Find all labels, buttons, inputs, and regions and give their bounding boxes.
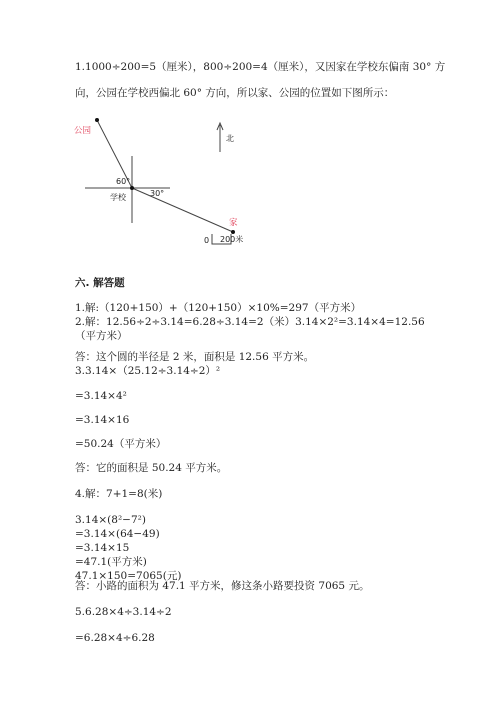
q2-solution: 2.解：12.56÷2÷3.14=6.28÷3.14=2（米）3.14×2²=3.14×4=12.56（平方米） xyxy=(75,316,425,342)
q3-line-3: =3.14×16 xyxy=(75,414,130,426)
q3-line-2: =3.14×4² xyxy=(75,390,127,402)
school-point xyxy=(130,186,134,190)
q4-line-3: =3.14×(64−49) xyxy=(75,528,160,540)
park-point xyxy=(95,118,99,122)
q4-line-6: 47.1×150=7065(元) xyxy=(75,570,182,582)
scale-end-label: 200米 xyxy=(220,235,244,244)
section-heading: 六. 解答题 xyxy=(75,277,125,289)
q1-solution: 1.解:（120+150）+（120+150）×10%=297（平方米） xyxy=(75,302,362,314)
angle-60-label: 60° xyxy=(116,177,131,186)
north-label: 北 xyxy=(226,134,234,143)
q5-line-1: 5.6.28×4÷3.14÷2 xyxy=(75,606,172,618)
home-label: 家 xyxy=(229,218,238,228)
q4-line-2: 3.14×(8²−7²) xyxy=(75,514,146,526)
home-line xyxy=(132,188,233,232)
q3-line-1: 3.3.14×（25.12÷3.14÷2）² xyxy=(75,365,221,377)
q2-answer: 答：这个圆的半径是 2 米，面积是 12.56 平方米。 xyxy=(75,351,315,363)
q3-answer: 答：它的面积是 50.24 平方米。 xyxy=(75,462,228,474)
angle-30-label: 30° xyxy=(150,189,165,198)
intro-line-2: 向，公园在学校西偏北 60° 方向，所以家、公园的位置如下图所示： xyxy=(75,87,395,99)
school-label: 学校 xyxy=(110,193,126,202)
park-label: 公园 xyxy=(74,126,92,136)
home-point xyxy=(231,230,235,234)
q5-line-2: =6.28×4÷6.28 xyxy=(75,632,155,644)
q4-line-4: =3.14×15 xyxy=(75,542,130,554)
q4-line-1: 4.解：7+1=8(米) xyxy=(75,488,163,500)
intro-line-1: 1.1000÷200=5（厘米），800÷200=4（厘米），又因家在学校东偏南 30° 方 xyxy=(75,61,446,73)
scale-zero-label: 0 xyxy=(204,236,210,245)
q4-line-5: =47.1(平方米) xyxy=(75,556,147,568)
q4-answer: 答：小路的面积为 47.1 平方米，修这条小路要投资 7065 元。 xyxy=(75,580,370,592)
location-diagram xyxy=(70,108,270,253)
q3-line-4: =50.24（平方米） xyxy=(75,438,167,450)
